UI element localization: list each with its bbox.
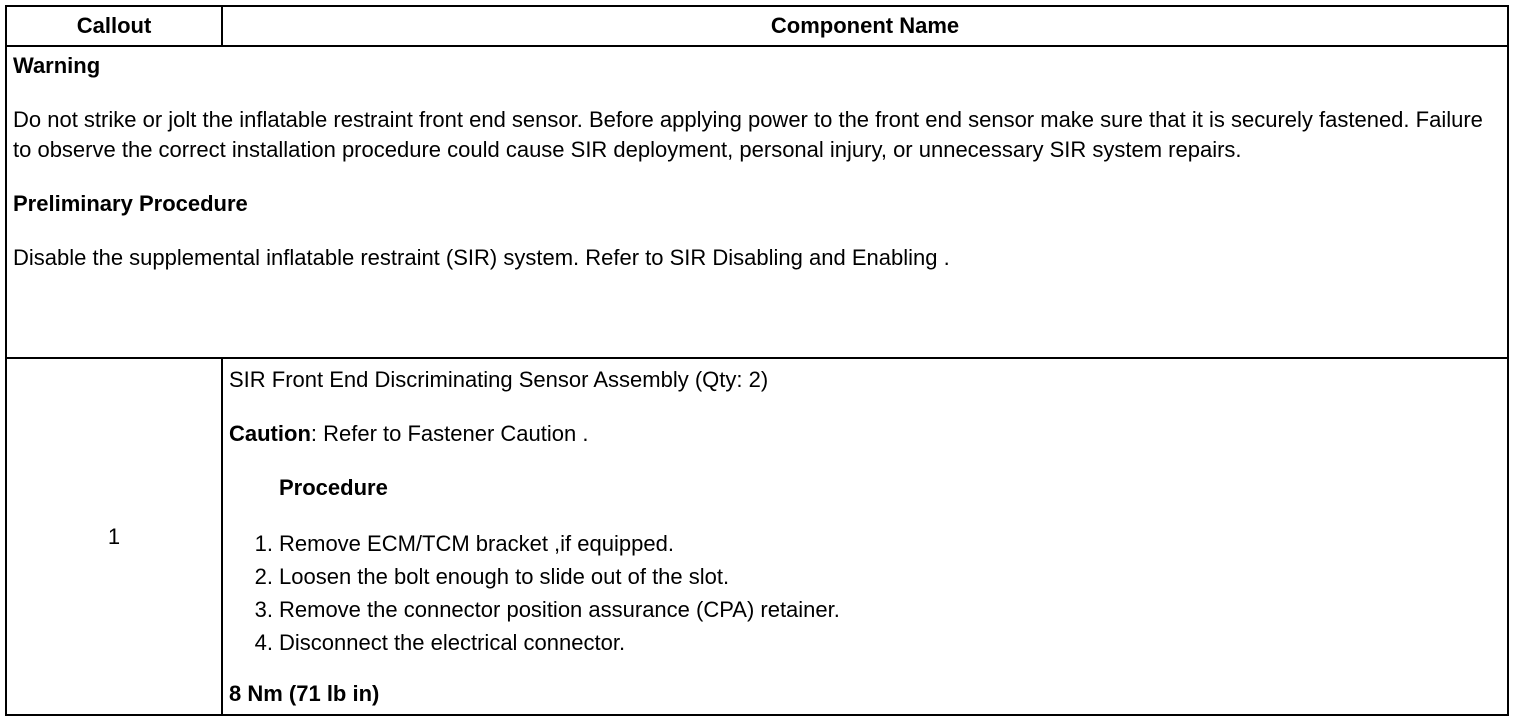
- list-item: [229, 560, 1501, 593]
- component-table: [5, 5, 1509, 716]
- warning-text: Do not strike or jolt the inflatable restraint front end sensor. Before applying power to the front end sensor make sure that it is securely fastened. Failure to observe the correct installation procedure could cause SIR deployment, personal injury, or unnecessary SIR system repairs.: [13, 107, 1483, 162]
- step-text: Remove ECM/TCM bracket ,if equipped.: [279, 531, 674, 556]
- callout-number: 1: [6, 358, 222, 715]
- list-item: [229, 593, 1501, 626]
- caution-note: [229, 419, 1501, 449]
- step-number: 2.: [254, 564, 273, 589]
- step-number: 4.: [254, 630, 273, 655]
- procedure-document: [5, 5, 1507, 716]
- component-name: SIR Front End Discriminating Sensor Assembly (Qty: 2): [229, 367, 769, 392]
- procedure-steps: [229, 527, 1501, 659]
- list-item: [229, 527, 1501, 560]
- torque-spec: 8 Nm (71 lb in): [229, 681, 380, 706]
- step-text: Loosen the bolt enough to slide out of the slot.: [279, 564, 730, 589]
- list-item: [229, 626, 1501, 659]
- step-number: 1.: [254, 531, 273, 556]
- warning-heading: Warning: [13, 53, 101, 78]
- header-callout: Callout: [6, 6, 222, 46]
- step-text: Remove the connector position assurance (CPA) retainer.: [279, 597, 840, 622]
- preliminary-procedure-heading: Preliminary Procedure: [13, 191, 248, 216]
- caution-text: : Refer to Fastener Caution .: [310, 421, 589, 446]
- component-cell: [222, 358, 1508, 715]
- step-number: 3.: [254, 597, 273, 622]
- header-component-name: Component Name: [222, 6, 1508, 46]
- table-row: [6, 358, 1508, 715]
- step-text: Disconnect the electrical connector.: [279, 630, 626, 655]
- notes-row: [6, 46, 1508, 358]
- notes-cell: [6, 46, 1508, 358]
- preliminary-procedure-text: Disable the supplemental inflatable restraint (SIR) system. Refer to SIR Disabling and Enabling .: [13, 245, 950, 270]
- table-header-row: [6, 6, 1508, 46]
- procedure-title: Procedure: [279, 475, 388, 500]
- caution-label: Caution: [229, 421, 311, 446]
